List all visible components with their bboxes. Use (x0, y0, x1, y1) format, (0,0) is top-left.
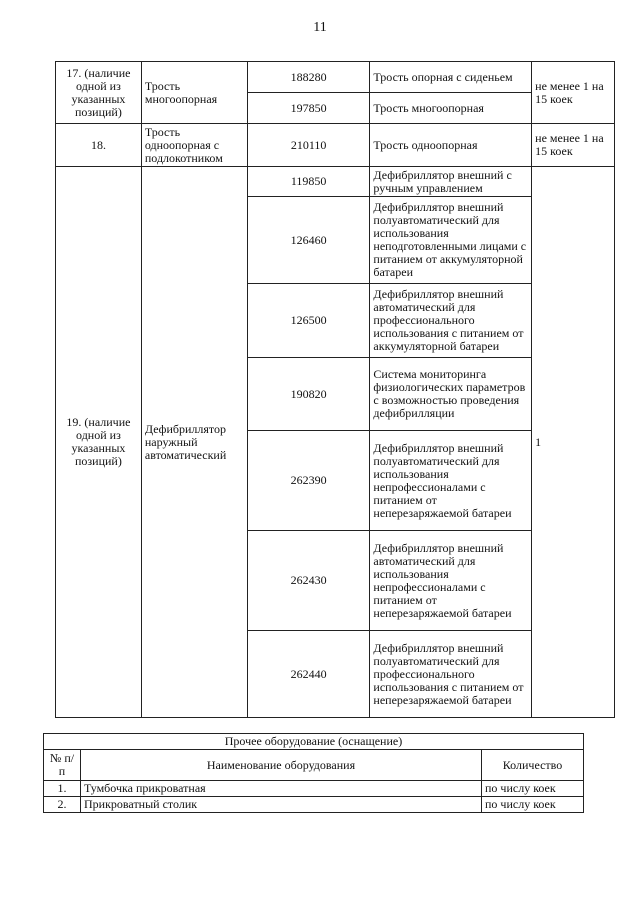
description-cell: Дефибриллятор внешний полуавтоматический для профессионального использования с питанием от неперезаряжаемой батареи (370, 631, 532, 718)
position-cell: 17. (наличие одной из указанных позиций) (56, 62, 142, 124)
description-cell: Дефибриллятор внешний полуавтоматический для использования неподготовленными лицами с питанием от аккумуляторной батареи (370, 197, 532, 284)
code-cell: 190820 (247, 358, 370, 431)
position-cell: 18. (56, 124, 142, 167)
code-cell: 262430 (247, 531, 370, 631)
description-cell: Дефибриллятор внешний автоматический для использования непрофессионалами с питанием от неперезаряжаемой батареи (370, 531, 532, 631)
table-row (44, 734, 584, 750)
code-cell: 197850 (247, 93, 370, 124)
row-name: Тумбочка прикроватная (81, 781, 482, 797)
equipment-name-cell: Трость многоопорная (141, 62, 247, 124)
position-cell: 19. (наличие одной из указанных позиций) (56, 167, 142, 718)
quantity-cell: не менее 1 на 15 коек (532, 62, 615, 124)
code-cell: 126460 (247, 197, 370, 284)
equipment-table (55, 61, 615, 718)
section-title: Прочее оборудование (оснащение) (44, 734, 584, 750)
code-cell: 119850 (247, 167, 370, 197)
table-row (56, 124, 615, 167)
page-number: 11 (313, 20, 327, 35)
code-cell: 262440 (247, 631, 370, 718)
code-cell: 188280 (247, 62, 370, 93)
table-row (56, 167, 615, 197)
table-row (44, 797, 584, 813)
table-row (56, 62, 615, 93)
description-cell: Система мониторинга физиологических параметров с возможностью проведения дефибрилляции (370, 358, 532, 431)
equipment-name-cell: Трость одноопорная с подлокотником (141, 124, 247, 167)
description-cell: Трость одноопорная (370, 124, 532, 167)
quantity-cell: не менее 1 на 15 коек (532, 124, 615, 167)
other-equipment-table (43, 733, 584, 813)
row-number: 1. (44, 781, 81, 797)
row-quantity: по числу коек (482, 781, 584, 797)
description-cell: Дефибриллятор внешний полуавтоматический для использования непрофессионалами с питанием от неперезаряжаемой батареи (370, 431, 532, 531)
description-cell: Трость опорная с сиденьем (370, 62, 532, 93)
column-header-no: № п/п (44, 750, 81, 781)
code-cell: 210110 (247, 124, 370, 167)
column-header-quantity: Количество (482, 750, 584, 781)
quantity-cell: 1 (532, 167, 615, 718)
row-number: 2. (44, 797, 81, 813)
code-cell: 126500 (247, 284, 370, 358)
column-header-name: Наименование оборудования (81, 750, 482, 781)
description-cell: Трость многоопорная (370, 93, 532, 124)
description-cell: Дефибриллятор внешний с ручным управлением (370, 167, 532, 197)
table-row (44, 781, 584, 797)
description-cell: Дефибриллятор внешний автоматический для профессионального использования с питанием от аккумуляторной батареи (370, 284, 532, 358)
equipment-name-cell: Дефибриллятор наружный автоматический (141, 167, 247, 718)
row-name: Прикроватный столик (81, 797, 482, 813)
row-quantity: по числу коек (482, 797, 584, 813)
table-header-row (44, 750, 584, 781)
code-cell: 262390 (247, 431, 370, 531)
